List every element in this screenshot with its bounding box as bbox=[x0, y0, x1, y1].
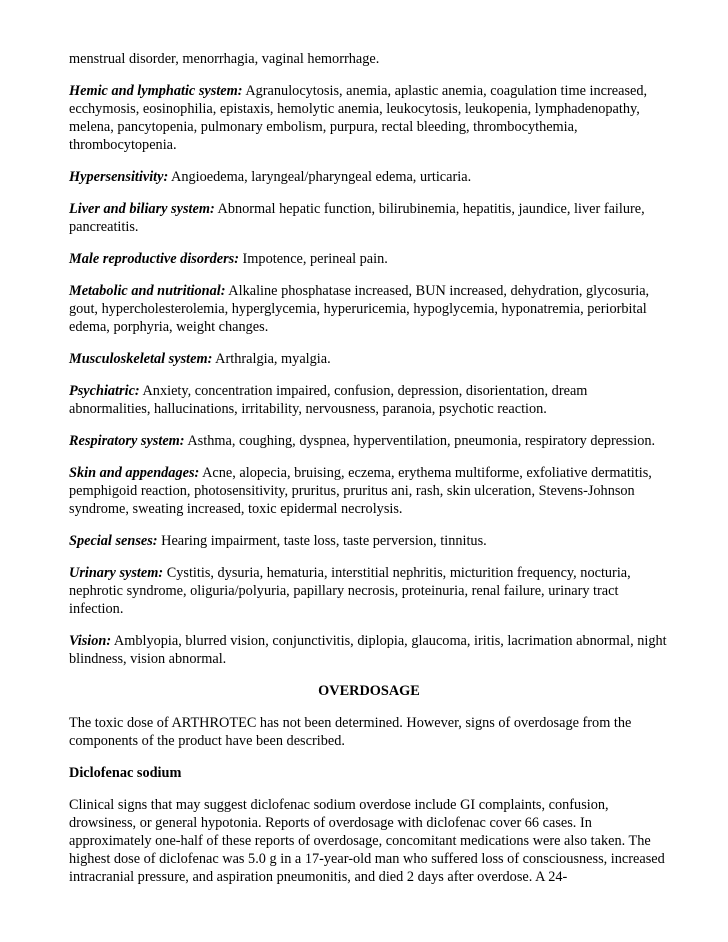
diclofenac-heading: Diclofenac sodium bbox=[69, 765, 182, 781]
section-text: Alkaline phosphatase increased, BUN increased, dehydration, glycosuria, gout, hypercholesterolemia, hyperglycemia, hyperuricemia, hypoglycemia, hyponatremia, periorbital edema, porphyria, weight changes. bbox=[69, 283, 650, 335]
section-term: Male reproductive disorders: bbox=[69, 251, 239, 267]
document-page bbox=[69, 50, 669, 900]
section-metabolic bbox=[69, 282, 669, 336]
section-text: Angioedema, laryngeal/pharyngeal edema, urticaria. bbox=[168, 169, 472, 185]
section-text: Amblyopia, blurred vision, conjunctivitis, diplopia, glaucoma, iritis, lacrimation abnormal, night blindness, vision abnormal. bbox=[69, 633, 667, 667]
section-text: Impotence, perineal pain. bbox=[238, 251, 388, 267]
section-text: Asthma, coughing, dyspnea, hyperventilation, pneumonia, respiratory depression. bbox=[184, 433, 656, 449]
section-urinary bbox=[69, 564, 669, 618]
section-term: Vision: bbox=[69, 633, 112, 649]
intro-text: menstrual disorder, menorrhagia, vaginal hemorrhage. bbox=[69, 51, 380, 67]
section-term: Metabolic and nutritional: bbox=[69, 283, 226, 299]
section-term: Respiratory system: bbox=[69, 433, 185, 449]
section-text: Cystitis, dysuria, hematuria, interstitial nephritis, micturition frequency, nocturia, nephrotic syndrome, oliguria/polyuria, papillary necrosis, proteinuria, renal failure, urinary tract infection. bbox=[69, 565, 631, 617]
section-term: Urinary system: bbox=[69, 565, 164, 581]
section-text: Arthralgia, myalgia. bbox=[212, 351, 331, 367]
section-text: Hearing impairment, taste loss, taste perversion, tinnitus. bbox=[157, 533, 487, 549]
section-hemic bbox=[69, 82, 669, 154]
section-term: Skin and appendages: bbox=[69, 465, 200, 481]
section-term: Hemic and lymphatic system: bbox=[69, 83, 243, 99]
section-term: Hypersensitivity: bbox=[69, 169, 169, 185]
section-term: Liver and biliary system: bbox=[69, 201, 215, 217]
section-text: Abnormal hepatic function, bilirubinemia, hepatitis, jaundice, liver failure, pancreatitis. bbox=[69, 201, 645, 235]
section-special-senses bbox=[69, 532, 669, 550]
section-text: Agranulocytosis, anemia, aplastic anemia, coagulation time increased, ecchymosis, eosinophilia, epistaxis, hemolytic anemia, leukocytosis, leukopenia, lymphadenopathy, melena, pancytopenia, pulmonary embolism, purpura, rectal bleeding, thrombocythemia, thrombocytopenia. bbox=[69, 83, 648, 153]
section-vision bbox=[69, 632, 669, 668]
section-term: Psychiatric: bbox=[69, 383, 140, 399]
section-skin bbox=[69, 464, 669, 518]
section-text: Anxiety, concentration impaired, confusion, depression, disorientation, dream abnormalities, hallucinations, irritability, nervousness, paranoia, psychotic reaction. bbox=[69, 383, 588, 417]
section-term: Special senses: bbox=[69, 533, 158, 549]
section-psychiatric bbox=[69, 382, 669, 418]
section-term: Musculoskeletal system: bbox=[69, 351, 213, 367]
section-liver bbox=[69, 200, 669, 236]
section-hypersensitivity bbox=[69, 168, 669, 186]
section-musculoskeletal bbox=[69, 350, 669, 368]
section-respiratory bbox=[69, 432, 669, 450]
section-male-reproductive bbox=[69, 250, 669, 268]
diclofenac-text: Clinical signs that may suggest diclofenac sodium overdose include GI complaints, confusion, drowsiness, or general hypotonia. Reports of overdosage with diclofenac cover 66 cases. In approximately one-half of these reports of overdosage, concomitant medications were also taken. The highest dose of diclofenac was 5.0 g in a 17-year-old man who suffered loss of consciousness, increased intracranial pressure, and aspiration pneumonitis, and died 2 days after overdose. A 24- bbox=[69, 797, 665, 885]
overdosage-heading: OVERDOSAGE bbox=[318, 683, 420, 699]
section-text: Acne, alopecia, bruising, eczema, erythema multiforme, exfoliative dermatitis, pemphigoid reaction, photosensitivity, pruritus, pruritus ani, rash, skin ulceration, Stevens-Johnson syndrome, sweating increased, toxic epidermal necrolysis. bbox=[69, 465, 652, 517]
overdosage-text: The toxic dose of ARTHROTEC has not been determined. However, signs of overdosage from the components of the product have been described. bbox=[69, 715, 632, 749]
